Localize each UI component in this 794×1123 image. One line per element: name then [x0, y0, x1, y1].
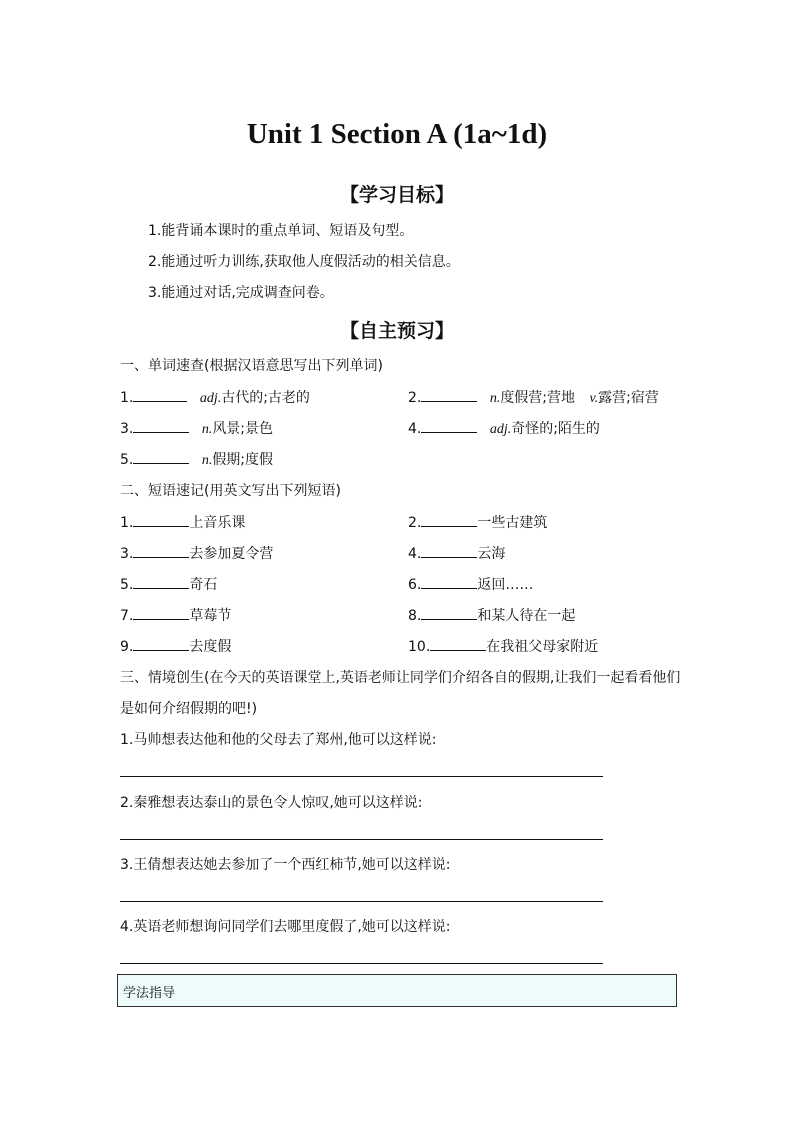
- phrase-item: 6. 返回……: [408, 577, 534, 593]
- goal-item: 3.能通过对话,完成调查问卷。: [148, 285, 334, 301]
- phrase-item: 9. 去度假: [120, 639, 232, 655]
- answer-blank[interactable]: [421, 513, 477, 527]
- answer-blank[interactable]: [133, 544, 189, 558]
- answer-line[interactable]: [120, 901, 603, 902]
- answer-blank[interactable]: [133, 388, 187, 402]
- situation-item: 2.秦雅想表达泰山的景色令人惊叹,她可以这样说:: [120, 795, 423, 811]
- answer-blank[interactable]: [133, 575, 189, 589]
- situation-item: 1.马帅想表达他和他的父母去了郑州,他可以这样说:: [120, 732, 437, 748]
- vocab-item: 5. n.假期;度假: [120, 452, 274, 468]
- answer-blank[interactable]: [430, 637, 486, 651]
- phrase-item: 3. 去参加夏令营: [120, 546, 274, 562]
- phrase-item: 7. 草莓节: [120, 608, 232, 624]
- phrase-item: 8. 和某人待在一起: [408, 608, 576, 624]
- answer-blank[interactable]: [421, 606, 477, 620]
- situation-section-title: 三、情境创生(在今天的英语课堂上,英语老师让同学们介绍各自的假期,让我们一起看看他们: [120, 670, 681, 686]
- goals-heading: 【学习目标】: [339, 184, 454, 206]
- phrase-item: 2. 一些古建筑: [408, 515, 548, 531]
- vocab-item: 2. n.度假营;营地 v.露营;宿营: [408, 390, 659, 406]
- situation-section-title-cont: 是如何介绍假期的吧!): [120, 701, 258, 717]
- study-tip-box: [117, 974, 677, 1007]
- answer-blank[interactable]: [421, 419, 477, 433]
- phrase-item: 1. 上音乐课: [120, 515, 246, 531]
- preview-heading: 【自主预习】: [339, 320, 454, 342]
- answer-blank[interactable]: [421, 388, 477, 402]
- situation-item: 3.王倩想表达她去参加了一个西红柿节,她可以这样说:: [120, 857, 451, 873]
- answer-blank[interactable]: [133, 450, 189, 464]
- situation-item: 4.英语老师想询问同学们去哪里度假了,她可以这样说:: [120, 919, 451, 935]
- answer-blank[interactable]: [133, 513, 189, 527]
- vocab-item: 4. adj.奇怪的;陌生的: [408, 421, 600, 437]
- phrase-item: 4. 云海: [408, 546, 506, 562]
- answer-blank[interactable]: [421, 575, 477, 589]
- answer-line[interactable]: [120, 839, 603, 840]
- answer-line[interactable]: [120, 776, 603, 777]
- answer-line[interactable]: [120, 963, 603, 964]
- answer-blank[interactable]: [421, 544, 477, 558]
- goal-item: 2.能通过听力训练,获取他人度假活动的相关信息。: [148, 254, 460, 270]
- vocab-item: 1. adj.古代的;古老的: [120, 390, 310, 406]
- study-tip-label: 学法指导: [123, 986, 176, 1001]
- answer-blank[interactable]: [133, 419, 189, 433]
- vocab-item: 3. n.风景;景色: [120, 421, 274, 437]
- goal-item: 1.能背诵本课时的重点单词、短语及句型。: [148, 223, 414, 239]
- phrase-section-title: 二、短语速记(用英文写出下列短语): [120, 483, 341, 499]
- phrase-item: 5. 奇石: [120, 577, 218, 593]
- phrase-item: 10. 在我祖父母家附近: [408, 639, 599, 655]
- page-title: Unit 1 Section A (1a~1d): [246, 118, 548, 150]
- answer-blank[interactable]: [133, 637, 189, 651]
- answer-blank[interactable]: [133, 606, 189, 620]
- vocab-section-title: 一、单词速查(根据汉语意思写出下列单词): [120, 358, 383, 374]
